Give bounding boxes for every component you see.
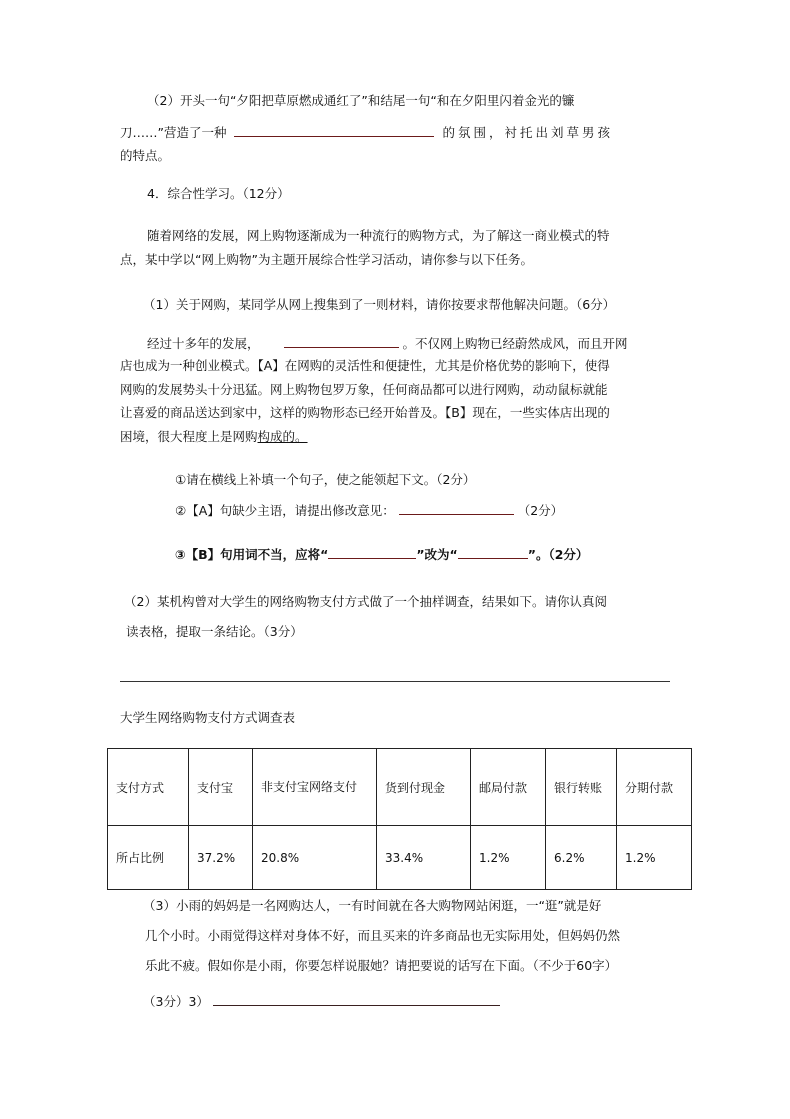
material-line1 xyxy=(147,334,628,352)
intro-line1: 随着网络的发展，网上购物逐渐成为一种流行的购物方式，为了解这一商业模式的特 xyxy=(147,228,610,243)
sub-question-3 xyxy=(175,545,588,563)
q2-line1: （2）开头一句“夕阳把草原燃成通红了”和结尾一句“和在夕阳里闪着金光的镰 xyxy=(147,93,575,108)
q2-line3: 的特点。 xyxy=(120,148,171,163)
table-cell: 所占比例 xyxy=(108,826,189,890)
q2-text-b: 的氛围，衬托出刘草男孩 xyxy=(442,125,613,140)
sub2-score: （2分） xyxy=(517,503,564,518)
material-blank[interactable] xyxy=(284,334,399,348)
table-cell: 1.2% xyxy=(471,826,546,890)
material-text: 。不仅网上购物已经蔚然成风，而且开网 xyxy=(402,336,628,351)
sub-question-1: ①请在横线上补填一个句子，使之能领起下文。（2分） xyxy=(175,472,476,487)
payment-survey-table xyxy=(107,748,692,890)
part2-line1: （2）某机构曾对大学生的网络购物支付方式做了一个抽样调查，结果如下。请你认真阅 xyxy=(124,594,607,609)
sub3-blank-from[interactable] xyxy=(328,545,416,559)
sub3-blank-to[interactable] xyxy=(458,545,528,559)
divider xyxy=(120,681,670,682)
material-line4: 让喜爱的商品送达到家中，这样的购物形态已经开始普及。【B】现在，一些实体店出现的 xyxy=(120,405,610,420)
table-cell: 银行转账 xyxy=(546,749,617,826)
table-cell: 6.2% xyxy=(546,826,617,890)
table-cell: 37.2% xyxy=(189,826,253,890)
table-cell: 支付宝 xyxy=(189,749,253,826)
sub2-blank[interactable] xyxy=(399,501,514,515)
sub3-text: ”改为“ xyxy=(416,547,458,562)
material-line3: 网购的发展势头十分迅猛。网上购物包罗万象，任何商品都可以进行网购，动动鼠标就能 xyxy=(120,382,608,397)
sub3-score: ”。（2分） xyxy=(527,547,589,562)
material-line2: 店也成为一种创业模式。【A】在网购的灵活性和便捷性，尤其是价格优势的影响下，使得 xyxy=(120,358,610,373)
table-cell: 支付方式 xyxy=(108,749,189,826)
table-cell: 邮局付款 xyxy=(471,749,546,826)
sub-question-2 xyxy=(175,501,563,519)
table-cell: 分期付款 xyxy=(617,749,692,826)
intro-line2: 点，某中学以“网上购物”为主题开展综合性学习活动，请你参与以下任务。 xyxy=(120,252,533,267)
material-text: 困境，很大程度上是网购 xyxy=(120,429,258,444)
table-cell: 1.2% xyxy=(617,826,692,890)
sub2-text: ②【A】句缺少主语，请提出修改意见： xyxy=(175,503,395,518)
section-4-title: 4．综合性学习。（12分） xyxy=(147,186,290,201)
table-title: 大学生网络购物支付方式调查表 xyxy=(120,710,296,725)
q2-text-a: 刀……”营造了一种 xyxy=(120,125,227,140)
part3-line2: 几个小时。小雨觉得这样对身体不好，而且买来的许多商品也无实际用处，但妈妈仍然 xyxy=(145,928,621,943)
table-cell: 33.4% xyxy=(377,826,471,890)
table-cell: 非支付宝网络支付 xyxy=(253,749,377,826)
table-row xyxy=(108,826,692,890)
part3-answer-blank[interactable] xyxy=(213,992,500,1006)
underlined-phrase: 构成的。 xyxy=(257,429,308,444)
part2-line2: 读表格，提取一条结论。（3分） xyxy=(126,624,303,639)
part3-line1: （3）小雨的妈妈是一名网购达人，一有时间就在各大购物网站闲逛，一“逛”就是好 xyxy=(143,898,602,913)
part3-line4 xyxy=(143,992,500,1010)
material-text: 经过十多年的发展， xyxy=(147,336,260,351)
sub3-text: ③【B】句用词不当，应将“ xyxy=(175,547,329,562)
table-cell: 货到付现金 xyxy=(377,749,471,826)
part3-score: （3分）3） xyxy=(143,994,209,1009)
material-line5 xyxy=(120,429,308,445)
table-header-row xyxy=(108,749,692,826)
part3-line3: 乐此不疲。假如你是小雨，你要怎样说服她？请把要说的话写在下面。（不少于60字） xyxy=(145,958,618,973)
q2-answer-blank[interactable] xyxy=(234,123,434,137)
q2-line2 xyxy=(120,123,613,141)
part1-title: （1）关于网购，某同学从网上搜集到了一则材料，请你按要求帮他解决问题。（6分） xyxy=(143,297,616,312)
table-cell: 20.8% xyxy=(253,826,377,890)
